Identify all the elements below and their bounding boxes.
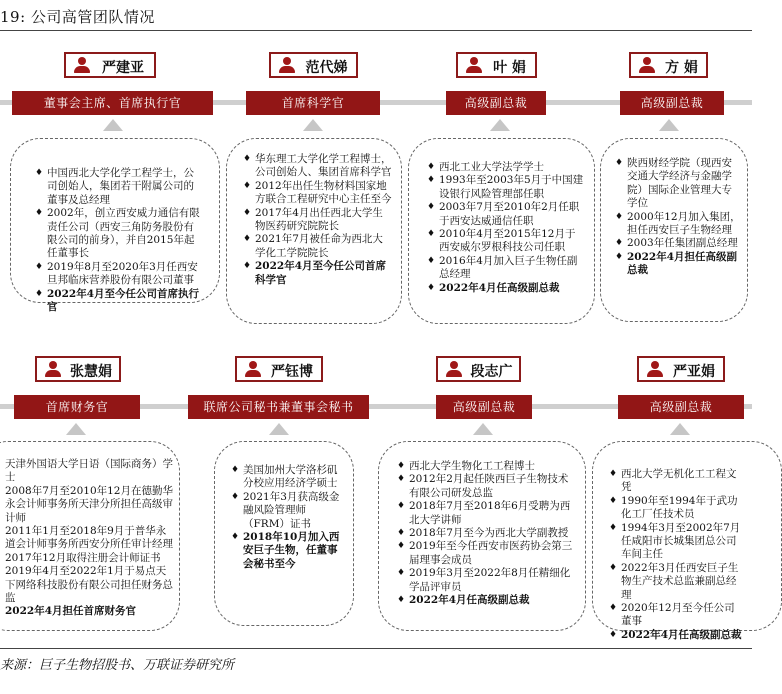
source-note: 来源：巨子生物招股书、万联证券研究所 [0,658,235,673]
bio-item: ♦ 2020年12月至今任公司董事 [609,602,745,629]
pointer-triangle [659,119,679,131]
bio-item: ♦ 2012年2月起任陕西巨子生物技术有限公司研发总监 [397,473,575,500]
bio-card [592,441,782,641]
page-title: 19: 公司高管团队情况 [0,8,155,26]
person-icon [446,361,461,377]
role-label: 联席公司秘书兼董事会秘书 [188,395,369,419]
pointer-triangle [473,423,493,435]
bio-item: ♦ 1990年至1994年于武功化工厂任技术员 [609,495,745,522]
footer-divider [0,648,752,649]
bio-item: ♦ 2022年3月任西安巨子生物生产技术总监兼副总经理 [609,562,745,602]
bio-item: ♦ 2017年4月出任西北大学生物医药研究院院长 [243,207,393,234]
person-name: 方 娟 [665,60,698,76]
bio-item: ♦ 2019年3月至2022年8月任精细化学品评审员 [397,567,575,594]
role-label: 高级副总裁 [620,91,724,115]
bio-item: ♦ 中国西北大学化学工程学士，公司创始人，集团若干附属公司的董事及总经理 [35,167,203,207]
person-name: 严钰博 [271,364,313,380]
bio-item: ♦ 1993年至2003年5月于中国建设银行风险管理部任职 [427,174,584,201]
person-name-box [436,356,521,382]
role-label: 首席财务官 [14,395,140,419]
bio-item: 2017年12月取得注册会计师证书 [5,551,161,564]
person-icon [245,361,260,377]
bio-item: ♦ 2019年至今任西安市医药协会第三届理事会成员 [397,540,575,567]
bio-item: ♦ 2010年4月至2015年12月于西安威尔罗根科技公司任职 [427,228,584,255]
person-name-box [235,356,323,382]
person-name: 严亚娟 [673,364,715,380]
bio-item: ♦ 2022年4月至今任公司首席科学官 [243,260,393,287]
person-icon [74,57,89,73]
bio-item: ♦ 2022年4月担任高级副总裁 [615,251,741,278]
role-label: 高级副总裁 [436,395,532,419]
role-label: 高级副总裁 [618,395,744,419]
bio-item: ♦ 1994年3月至2002年7月任咸阳市长城集团总公司车间主任 [609,522,745,562]
bio-card [214,441,354,626]
person-name-box [64,52,156,78]
bio-item: ♦ 西北工业大学法学学士 [427,161,584,174]
person-name-box [456,52,537,78]
pointer-triangle [303,119,323,131]
person-name: 严建亚 [102,60,144,76]
bio-item: ♦ 西北大学生物化工工程博士 [397,460,575,473]
pointer-triangle [269,423,289,435]
pointer-triangle [490,119,510,131]
bio-item: ♦ 陕西财经学院（现西安交通大学经济与金融学院）国际企业管理大专学位 [615,157,741,211]
bio-item: ♦ 2016年4月加入巨子生物任副总经理 [427,255,584,282]
bio-card [600,138,748,322]
bio-card [0,441,180,631]
bio-item: ♦ 2021年7月被任命为西北大学化工学院院长 [243,233,393,260]
bio-item: 2022年4月担任首席财务官 [5,605,137,618]
role-label: 高级副总裁 [446,91,546,115]
bio-item: 天津外国语大学日语（国际商务）学士 [5,458,173,484]
role-label: 董事会主席、首席执行官 [12,91,213,115]
person-icon [639,57,654,73]
bio-item: ♦ 华东理工大学化学工程博士，公司创始人、集团首席科学官 [243,153,393,180]
pointer-triangle [103,119,123,131]
person-name: 段志广 [470,364,513,380]
bio-item: ♦ 美国加州大学洛杉矶分校应用经济学硕士 [231,464,345,491]
person-name: 叶 娟 [493,60,526,76]
bio-item: ♦ 2018年10月加入西安巨子生物，任董事会秘书至今 [231,531,345,571]
bio-item: ♦ 2021年3月获高级金融风险管理师（FRM）证书 [231,491,345,531]
pointer-triangle [670,423,690,435]
bio-card [226,138,402,324]
person-name-box [629,52,708,78]
title-divider [0,30,752,31]
person-icon [279,57,294,73]
bio-item: ♦ 西北大学无机化工工程文凭 [609,468,745,495]
bio-item: ♦ 2019年8月至2020年3月任西安旦邦临床营养股份有限公司董事 [35,261,203,288]
bio-item: ♦ 2003年任集团副总经理 [615,237,741,250]
bio-item: ♦ 2022年4月任高级副总裁 [609,629,745,642]
bio-item: ♦ 2018年7月至2018年6月受聘为西北大学讲师 [397,500,575,527]
bio-card [10,138,220,314]
person-name-box [269,52,358,78]
person-name: 张慧娟 [70,364,112,380]
bio-item: ♦ 2022年4月任高级副总裁 [427,282,584,295]
person-icon [647,361,662,377]
person-name: 范代娣 [305,60,348,76]
pointer-triangle [66,423,86,435]
bio-item: ♦ 2022年4月至今任公司首席执行官 [35,288,203,315]
bio-item: ♦ 2012年出任生物材料国家地方联合工程研究中心主任至今 [243,180,393,207]
bio-card [378,441,586,631]
person-icon [466,57,481,73]
bio-item: ♦ 2018年7月至今为西北大学副教授 [397,527,575,540]
bio-item: ♦ 2022年4月任高级副总裁 [397,594,575,607]
bio-item: ♦ 2003年7月至2010年2月任职于西安达威通信任职 [427,201,584,228]
bio-item: ♦ 2002年，创立西安威力通信有限责任公司（西安三角防务股份有限公司的前身），并自2015年起任董事长 [35,207,203,261]
bio-item: 2011年1月至2018年9月于普华永道会计师事务所西安分所任审计经理 [5,525,173,551]
bio-item: 2008年7月至2010年12月在德勤华永会计师事务所天津分所担任高级审计师 [5,484,173,524]
bio-card [408,138,595,324]
person-name-box [637,356,725,382]
person-icon [45,361,60,377]
role-label: 首席科学官 [246,91,380,115]
bio-item: 2019年4月至2022年1月于易点天下网络科技股份有限公司担任财务总监 [5,565,173,605]
person-name-box [35,356,121,382]
bio-item: ♦ 2000年12月加入集团，担任西安巨子生物经理 [615,211,741,238]
